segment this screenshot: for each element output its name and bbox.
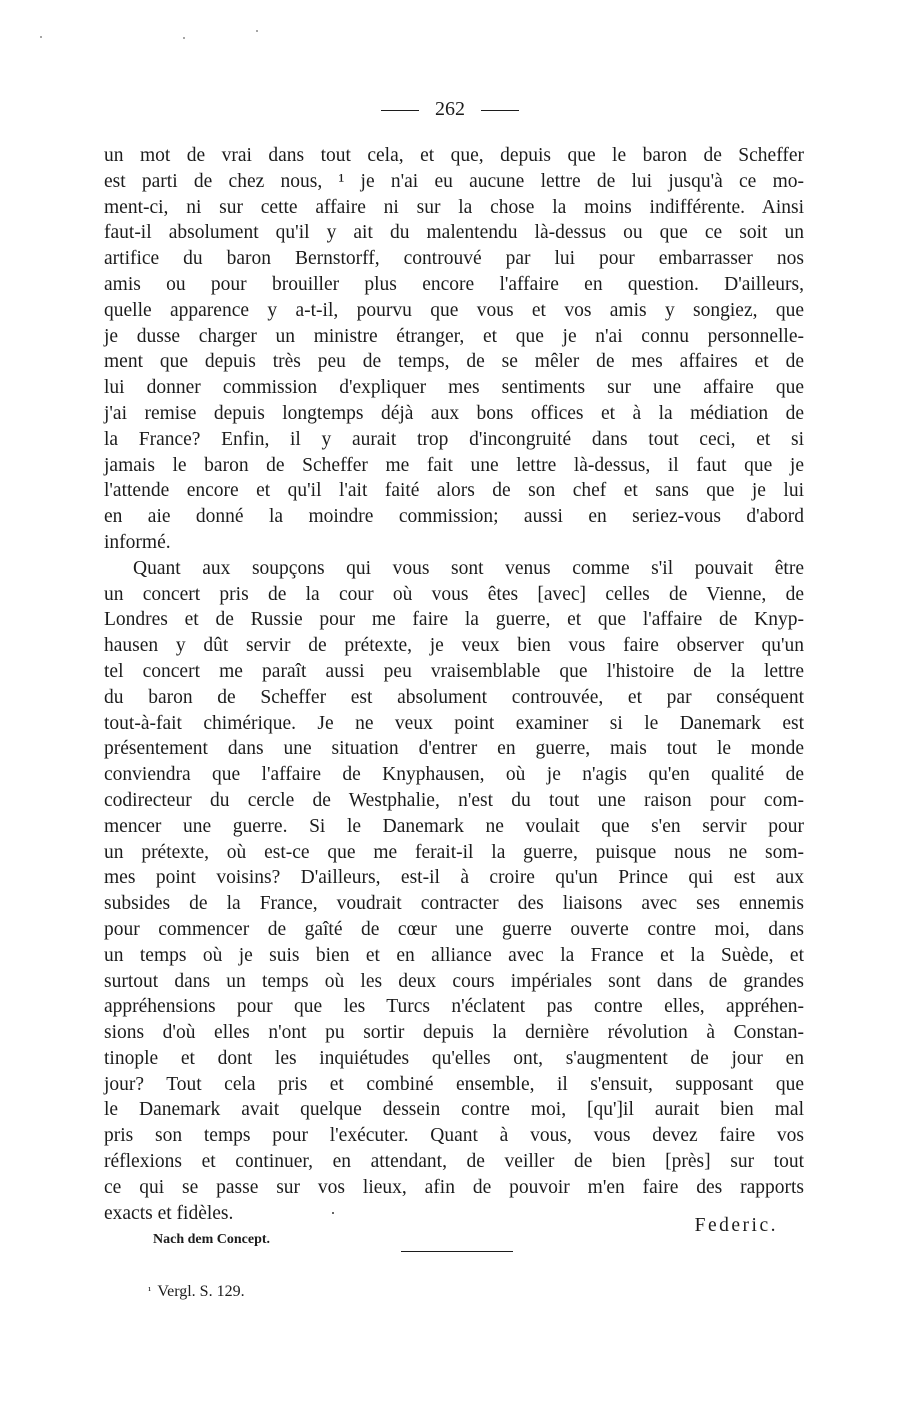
text-line: du baron de Scheffer est absolument controuvée, et par conséquent bbox=[104, 686, 804, 708]
text-line: conviendra que l'affaire de Knyphausen, où je n'agis qu'en qualité de bbox=[104, 764, 804, 786]
text-line: le Danemark avait quelque dessein contre moi, [qu']il aurait bien mal bbox=[104, 1099, 804, 1121]
source-note: Nach dem Concept. bbox=[153, 1232, 271, 1247]
text-line: ment que depuis très peu de temps, de se mêler de mes affaires et de bbox=[104, 351, 804, 373]
text-line: tout-à-fait chimérique. Je ne veux point examiner si le Danemark est bbox=[104, 712, 804, 734]
text-line: surtout dans un temps où les deux cours impériales sont dans de grandes bbox=[104, 970, 804, 992]
scan-speck bbox=[256, 30, 258, 32]
text-line: ment-ci, ni sur cette affaire ni sur la chose la moins indifférente. Ainsi bbox=[104, 196, 804, 218]
text-line: subsides de la France, voudrait contracter des liaisons avec ses ennemis bbox=[104, 893, 804, 915]
text-line: j'ai remise depuis longtemps déjà aux bons offices et à la médiation de bbox=[104, 402, 804, 424]
text-line: la France? Enfin, il y aurait trop d'incongruité dans tout ceci, et si bbox=[104, 428, 804, 450]
header-dash-right bbox=[481, 110, 519, 111]
footnote-divider bbox=[401, 1251, 513, 1252]
text-line: présentement dans une situation d'entrer en guerre, mais tout le monde bbox=[104, 738, 804, 760]
text-line: jour? Tout cela pris et combiné ensemble, il s'ensuit, supposant que bbox=[104, 1073, 804, 1095]
text-line: hausen y dût servir de prétexte, je veux bien vous faire observer qu'un bbox=[104, 635, 804, 657]
text-line: est parti de chez nous, ¹ je n'ai eu aucune lettre de lui jusqu'à ce mo- bbox=[104, 170, 804, 192]
footnote-mark: ¹ bbox=[148, 1285, 152, 1297]
text-line: mencer une guerre. Si le Danemark ne voulait que s'en servir pour bbox=[104, 815, 804, 837]
body-text bbox=[104, 143, 804, 1226]
text-line: artifice du baron Bernstorff, controuvé par lui pour embarrasser nos bbox=[104, 248, 804, 270]
text-line: pris son temps pour l'exécuter. Quant à vous, vous devez faire vos bbox=[104, 1125, 804, 1147]
text-line: quelle apparence y a-t-il, pourvu que vous et vos amis y songiez, que bbox=[104, 299, 804, 321]
text-line: mes point voisins? D'ailleurs, est-il à croire qu'un Prince qui est aux bbox=[104, 867, 804, 889]
text-line: Londres et de Russie pour me faire la guerre, et que l'affaire de Knyp- bbox=[104, 609, 804, 631]
text-line: appréhensions pour que les Turcs n'éclatent pas contre elles, appréhen- bbox=[104, 996, 804, 1018]
page-number: 262 bbox=[435, 98, 465, 120]
footnote bbox=[148, 1283, 245, 1301]
text-line: sions d'où elles n'ont pu sortir depuis la dernière révolution à Constan- bbox=[104, 1022, 804, 1044]
text-line: informé. bbox=[104, 531, 171, 553]
text-line: lui donner commission d'expliquer mes sentiments sur une affaire que bbox=[104, 377, 804, 399]
text-line: tinople et dont les inquiétudes qu'elles ont, s'augmentent de jour en bbox=[104, 1047, 804, 1069]
text-line: faut-il absolument qu'il y ait du malentendu là-dessus ou que ce soit un bbox=[104, 222, 804, 244]
text-line: un concert pris de la cour où vous êtes [avec] celles de Vienne, de bbox=[104, 583, 804, 605]
text-line: tel concert me paraît aussi peu vraisemblable que l'histoire de la lettre bbox=[104, 660, 804, 682]
text-line: amis ou pour brouiller plus encore l'affaire en question. D'ailleurs, bbox=[104, 273, 804, 295]
text-line: jamais le baron de Scheffer me fait une lettre là-dessus, il faut que je bbox=[104, 454, 804, 476]
text-line: l'attende encore et qu'il l'ait faité alors de son chef et sans que je lui bbox=[104, 480, 804, 502]
text-line: un temps où je suis bien et en alliance avec la France et la Suède, et bbox=[104, 944, 804, 966]
header-dash-left bbox=[381, 110, 419, 111]
text-line: ce qui se passe sur vos lieux, afin de pouvoir m'en faire des rapports bbox=[104, 1176, 804, 1198]
text-line: exacts et fidèles. bbox=[104, 1202, 234, 1224]
page-header bbox=[0, 95, 900, 123]
text-line: pour commencer de gaîté de cœur une guerre ouverte contre moi, dans bbox=[104, 918, 804, 940]
text-line: un prétexte, où est-ce que me ferait-il la guerre, puisque nous ne som- bbox=[104, 841, 804, 863]
text-line: en aie donné la moindre commission; aussi en seriez-vous d'abord bbox=[104, 506, 804, 528]
scan-speck bbox=[183, 37, 185, 39]
scan-speck bbox=[40, 36, 42, 38]
text-line: un mot de vrai dans tout cela, et que, depuis que le baron de Scheffer bbox=[104, 145, 804, 166]
footnote-text: Vergl. S. 129. bbox=[157, 1283, 245, 1300]
text-line: je dusse charger un ministre étranger, et que je n'ai connu personnelle- bbox=[104, 325, 804, 347]
signature: Federic. bbox=[694, 1215, 778, 1236]
text-line: codirecteur du cercle de Westphalie, n'est du tout une raison pour com- bbox=[104, 789, 804, 811]
text-line: réflexions et continuer, en attendant, de veiller de bien [près] sur tout bbox=[104, 1151, 804, 1173]
text-line: Quant aux soupçons qui vous sont venus comme s'il pouvait être bbox=[133, 557, 804, 579]
